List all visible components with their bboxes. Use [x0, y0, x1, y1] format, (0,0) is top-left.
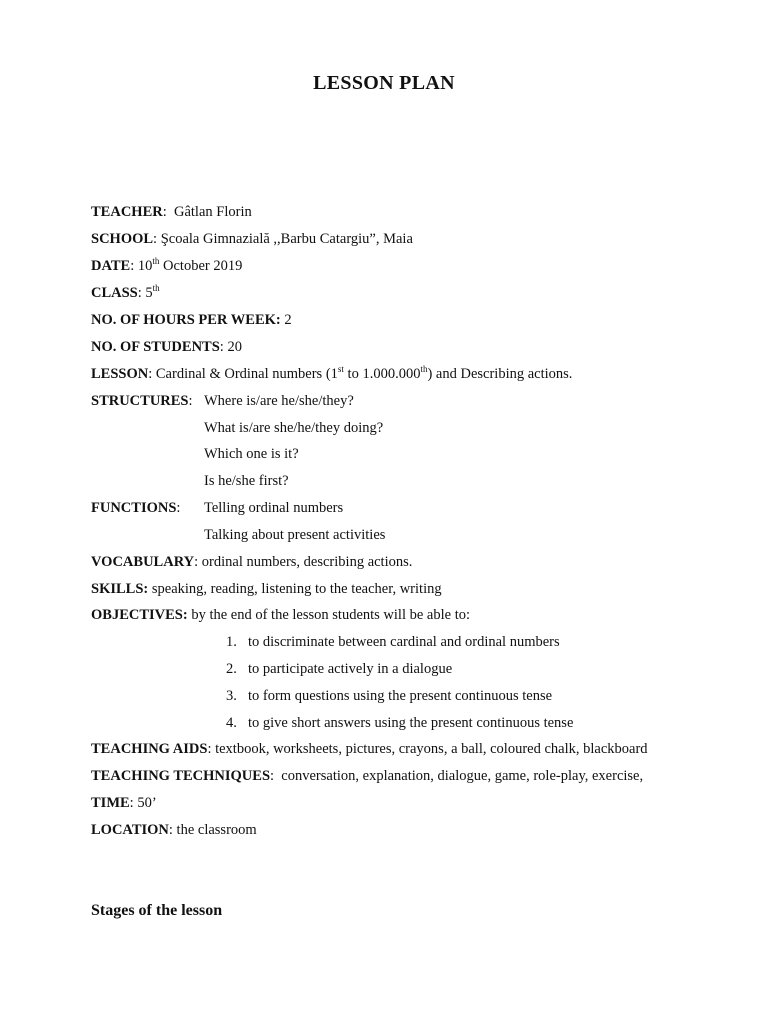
lesson-part3: ) and Describing actions. [427, 366, 573, 382]
objective-text: to discriminate between cardinal and ordinal numbers [248, 634, 560, 650]
time-value: 50’ [137, 795, 157, 811]
vocabulary-value: ordinal numbers, describing actions. [201, 554, 413, 570]
vocabulary-label: VOCABULARY [91, 554, 195, 570]
location-value: the classroom [176, 822, 257, 838]
function-item: Telling ordinal numbers [204, 500, 344, 516]
date-day: 10 [137, 258, 153, 274]
objective-number: 2. [226, 661, 237, 677]
teaching-aids-line: TEACHING AIDS: textbook, worksheets, pictures, crayons, a ball, coloured chalk, blackboard [91, 741, 648, 757]
structure-item: Is he/she first? [204, 473, 289, 489]
date-label: DATE [91, 258, 131, 274]
teaching-techniques-value: conversation, explanation, dialogue, game, role-play, exercise, [281, 768, 644, 784]
class-suffix: th [152, 283, 160, 293]
objective-text: to give short answers using the present continuous tense [248, 715, 574, 731]
location-line: LOCATION: the classroom [91, 822, 257, 838]
objective-number: 4. [226, 715, 237, 731]
structures-label: STRUCTURES [91, 393, 189, 409]
objectives-line [91, 606, 470, 624]
skills-line [91, 580, 442, 598]
skills-label: SKILLS: [91, 581, 149, 597]
objective-number: 1. [226, 634, 237, 650]
objective-item [226, 660, 452, 678]
time-label: TIME [91, 795, 130, 811]
lesson-line: LESSON: Cardinal & Ordinal numbers (1st to 1.000.000th) and Describing actions. [91, 364, 573, 382]
objectives-intro: by the end of the lesson students will be able to: [191, 607, 470, 623]
teaching-aids-label: TEACHING AIDS [91, 741, 208, 757]
function-item: Talking about present activities [204, 527, 386, 543]
teaching-techniques-line: TEACHING TECHNIQUES: conversation, explanation, dialogue, game, role-play, exercise, [91, 768, 644, 784]
date-line: DATE: 10th October 2019 [91, 256, 243, 274]
school-label: SCHOOL [91, 231, 154, 247]
stages-heading: Stages of the lesson [91, 902, 223, 919]
students-line: NO. OF STUDENTS: 20 [91, 339, 242, 355]
page-title: LESSON PLAN [313, 72, 455, 94]
lesson-part1: Cardinal & Ordinal numbers (1 [155, 366, 338, 382]
hours-line [91, 311, 292, 329]
objective-text: to participate actively in a dialogue [248, 661, 453, 677]
teaching-techniques-label: TEACHING TECHNIQUES [91, 768, 271, 784]
functions-label: FUNCTIONS [91, 500, 177, 516]
class-label: CLASS [91, 285, 138, 301]
objective-item [226, 633, 560, 651]
structures-line: STRUCTURES: [91, 393, 193, 409]
objective-text: to form questions using the present continuous tense [248, 688, 553, 704]
location-label: LOCATION [91, 822, 169, 838]
lesson-part2: to 1.000.000 [343, 366, 421, 382]
objective-number: 3. [226, 688, 237, 704]
teaching-aids-value: textbook, worksheets, pictures, crayons, a ball, coloured chalk, blackboard [215, 741, 648, 757]
school-line: SCHOOL: Şcoala Gimnazială ,,Barbu Catargiu”, Maia [91, 231, 413, 247]
structure-item: Where is/are he/she/they? [204, 393, 354, 409]
teacher-label: TEACHER [91, 204, 163, 220]
structure-item: What is/are she/he/they doing? [204, 420, 384, 436]
objectives-label: OBJECTIVES: [91, 607, 188, 623]
lesson-sup2: th [420, 364, 428, 374]
functions-line: FUNCTIONS: [91, 500, 181, 516]
objective-item [226, 687, 552, 705]
skills-value: speaking, reading, listening to the teacher, writing [151, 581, 442, 597]
hours-value: 2 [284, 312, 292, 328]
students-label: NO. OF STUDENTS [91, 339, 220, 355]
students-value: 20 [227, 339, 242, 355]
vocabulary-line: VOCABULARY: ordinal numbers, describing actions. [91, 554, 413, 570]
objective-item [226, 714, 573, 732]
school-value: Şcoala Gimnazială ,,Barbu Catargiu”, Maia [160, 231, 413, 247]
teacher-line: TEACHER: Gâtlan Florin [91, 204, 252, 220]
lesson-sup1: st [337, 364, 344, 374]
teacher-value: Gâtlan Florin [174, 204, 252, 220]
date-rest: October 2019 [159, 258, 243, 274]
time-line: TIME: 50’ [91, 795, 157, 811]
lesson-label: LESSON [91, 366, 149, 382]
date-day-suffix: th [152, 256, 160, 266]
structure-item: Which one is it? [204, 446, 299, 462]
class-value: 5 [145, 285, 153, 301]
hours-label: NO. OF HOURS PER WEEK: [91, 312, 281, 328]
class-line: CLASS: 5th [91, 283, 160, 301]
